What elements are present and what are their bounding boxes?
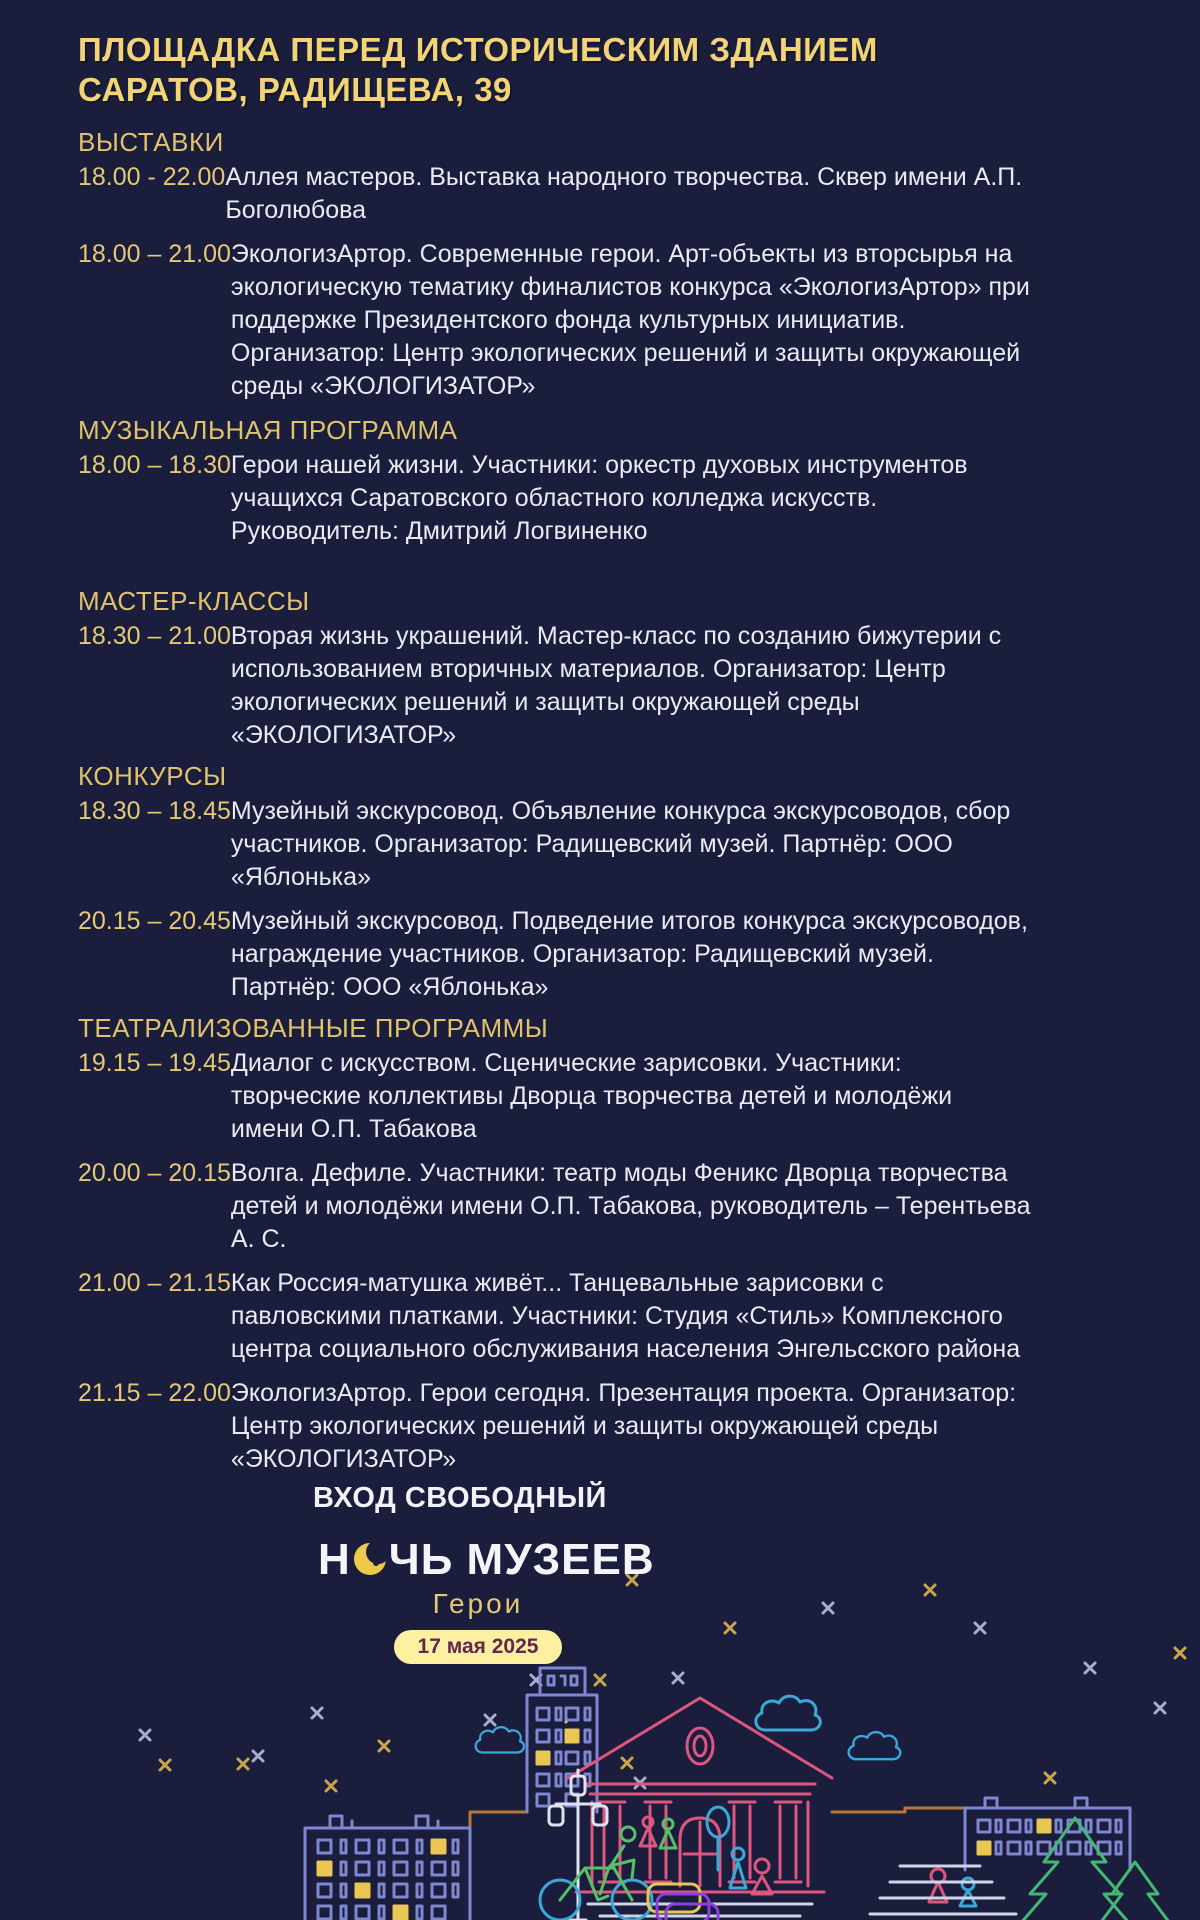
section-header: ТЕАТРАЛИЗОВАННЫЕ ПРОГРАММЫ xyxy=(78,1013,549,1043)
page-title-line1: ПЛОЩАДКА ПЕРЕД ИСТОРИЧЕСКИМ ЗДАНИЕМ xyxy=(78,31,878,68)
event-row xyxy=(78,238,1120,403)
museum-icon xyxy=(568,1698,832,1892)
event-row xyxy=(78,161,1120,227)
section-workshops xyxy=(78,585,1120,752)
event-time: 20.15 – 20.45 xyxy=(78,907,231,935)
event-time: 18.00 – 21.00 xyxy=(78,240,231,268)
event-row xyxy=(78,1267,1120,1366)
section-theatrical xyxy=(78,1012,1120,1476)
event-row xyxy=(78,1377,1120,1476)
section-header: КОНКУРСЫ xyxy=(78,761,227,791)
event-description: ЭкологизАртор. Современные герои. Арт-объекты из вторсырья на экологическую тематику финалистов конкурса «ЭкологизАртор» при поддержке Президентского фонда культурных инициатив. Организатор: Центр экологических решений и защиты окружающей среды «ЭКОЛОГИЗАТОР» xyxy=(230,240,1030,400)
logo-title xyxy=(318,1535,655,1587)
date-badge: 17 мая 2025 xyxy=(394,1630,563,1664)
section-header: ВЫСТАВКИ xyxy=(78,127,224,157)
logo-subtitle: Герои xyxy=(432,1588,524,1619)
event-description: Вторая жизнь украшений. Мастер-класс по созданию бижутерии с использованием вторичных материалов. Организатор: Центр экологических решений и защиты окружающей среды «ЭКОЛОГИЗАТОР» xyxy=(230,622,1002,749)
event-time: 21.00 – 21.15 xyxy=(78,1269,231,1297)
event-time: 21.15 – 22.00 xyxy=(78,1379,231,1407)
event-row xyxy=(78,905,1120,1004)
section-contests xyxy=(78,760,1120,1004)
event-row xyxy=(78,1047,1120,1146)
event-row xyxy=(78,1157,1120,1256)
free-entry-notice: ВХОД СВОБОДНЫЙ xyxy=(313,1482,607,1514)
moon-icon xyxy=(352,1539,388,1587)
event-row xyxy=(78,449,1120,548)
cyclist-icon xyxy=(540,1827,652,1920)
event-description: Герои нашей жизни. Участники: оркестр духовых инструментов учащихся Саратовского областного колледжа искусств. Руководитель: Дмитрий Логвиненко xyxy=(230,451,968,545)
logo-text-prefix: Н xyxy=(318,1535,351,1584)
section-header: МУЗЫКАЛЬНАЯ ПРОГРАММА xyxy=(78,415,458,445)
event-description: Как Россия-матушка живёт... Танцевальные зарисовки с павловскими платками. Участники: Студия «Стиль» Комплексного центра социального обслуживания населения Энгельсского района xyxy=(230,1269,1021,1363)
section-music xyxy=(78,414,1120,548)
page-title-line2: САРАТОВ, РАДИЩЕВА, 39 xyxy=(78,71,512,108)
event-time: 18.30 – 21.00 xyxy=(78,622,231,650)
event-time: 18.00 - 22.00 xyxy=(78,163,226,191)
event-description: Диалог с искусством. Сценические зарисовки. Участники: творческие коллективы Дворца творчества детей и молодёжи имени О.П. Табакова xyxy=(230,1049,953,1143)
night-of-museums-logo xyxy=(318,1535,655,1664)
section-exhibitions xyxy=(78,126,1120,403)
logo-text-suffix: ЧЬ МУЗЕЕВ xyxy=(388,1535,655,1584)
page-title xyxy=(78,30,1120,110)
event-description: ЭкологизАртор. Герои сегодня. Презентация проекта. Организатор: Центр экологических решений и защиты окружающей среды «ЭКОЛОГИЗАТОР» xyxy=(230,1379,1017,1473)
balloon-icon xyxy=(707,1807,746,1888)
section-header: МАСТЕР-КЛАССЫ xyxy=(78,586,310,616)
event-time: 19.15 – 19.45 xyxy=(78,1049,231,1077)
event-description: Аллея мастеров. Выставка народного творчества. Сквер имени А.П. Боголюбова xyxy=(225,163,1023,224)
event-description: Музейный экскурсовод. Подведение итогов конкурса экскурсоводов, награждение участников. Организатор: Радищевский музей. Партнёр: ООО «Яблонька» xyxy=(230,907,1028,1001)
event-row xyxy=(78,620,1120,752)
event-time: 18.00 – 18.30 xyxy=(78,451,231,479)
event-time: 18.30 – 18.45 xyxy=(78,797,231,825)
event-description: Музейный экскурсовод. Объявление конкурса экскурсоводов, сбор участников. Организатор: Радищевский музей. Партнёр: ООО «Яблонька» xyxy=(230,797,1011,891)
event-row xyxy=(78,795,1120,894)
event-description: Волга. Дефиле. Участники: театр моды Феникс Дворца творчества детей и молодёжи имени О.П. Табакова, руководитель – Терентьева А. С. xyxy=(230,1159,1031,1253)
event-time: 20.00 – 20.15 xyxy=(78,1159,231,1187)
